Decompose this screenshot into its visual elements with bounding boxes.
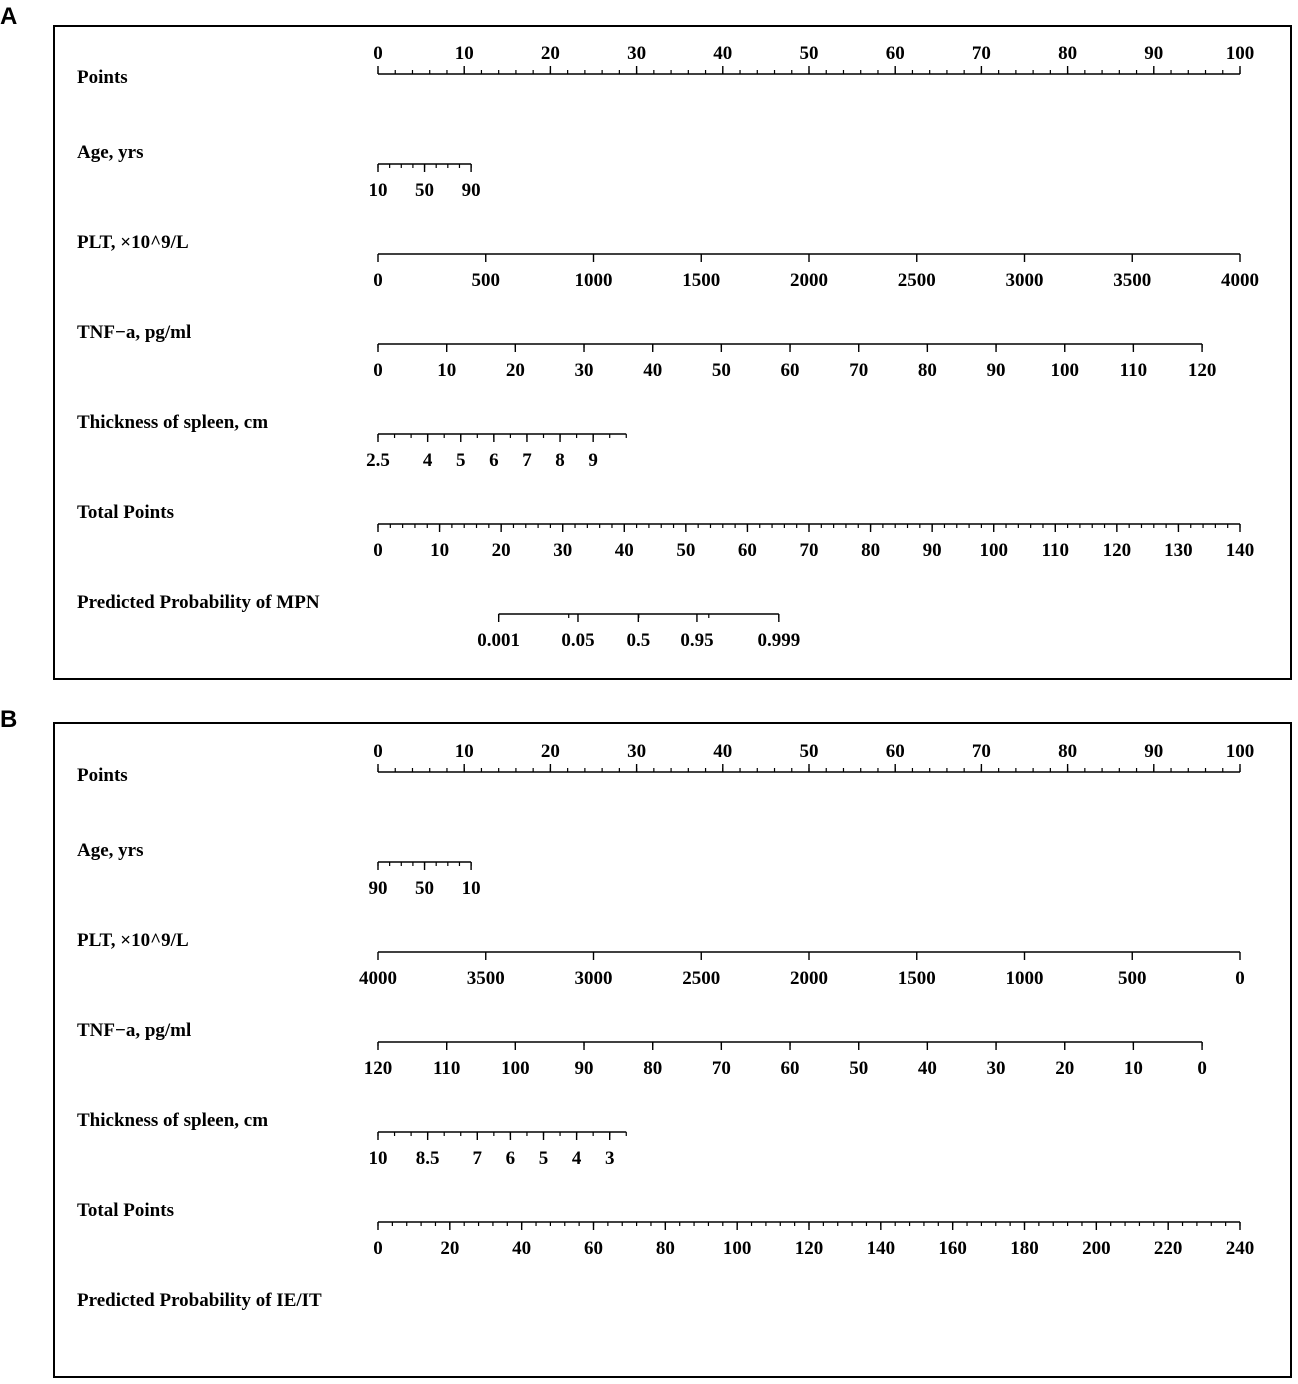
tick-label: 70	[711, 1058, 731, 1079]
tick-label: 120	[1102, 540, 1132, 561]
tick-label: 20	[540, 43, 560, 64]
row-label: Thickness of spleen, cm	[77, 412, 269, 433]
tick-label: 100	[1225, 741, 1255, 762]
tick-label: 40	[917, 1058, 937, 1079]
tick-label: 50	[799, 741, 819, 762]
tick-label: 60	[885, 741, 905, 762]
tick-label: 50	[415, 180, 435, 201]
tick-label: 4	[422, 450, 433, 471]
tick-label: 200	[1082, 1238, 1111, 1259]
tick-label: 20	[540, 741, 560, 762]
tick-label: 70	[971, 741, 991, 762]
tick-label: 30	[574, 360, 594, 381]
tick-label: 10	[461, 878, 481, 899]
tick-label: 140	[1225, 540, 1255, 561]
row-label: PLT, ×10^9/L	[77, 930, 189, 951]
tick-label: 6	[505, 1148, 516, 1169]
tick-label: 3	[604, 1148, 615, 1169]
tick-label: 50	[799, 43, 819, 64]
tick-label: 90	[1144, 43, 1164, 64]
row-label: Total Points	[77, 502, 174, 523]
tick-label: 0.999	[757, 630, 801, 651]
tick-label: 80	[1058, 741, 1078, 762]
tick-label: 100	[722, 1238, 752, 1259]
tick-label: 9	[588, 450, 598, 471]
tick-label: 10	[454, 741, 474, 762]
tick-label: 3000	[574, 968, 613, 989]
row-age-yrs	[77, 840, 481, 899]
tick-label: 100	[501, 1058, 530, 1079]
tick-label: 0.95	[680, 630, 714, 651]
tick-label: 7	[522, 450, 532, 471]
row-label: Predicted Probability of IE/IT	[77, 1290, 322, 1311]
row-total-points	[77, 1200, 1254, 1259]
tick-label: 80	[1058, 43, 1078, 64]
tick-label: 4000	[359, 968, 397, 989]
row-label: PLT, ×10^9/L	[77, 232, 189, 253]
tick-label: 160	[938, 1238, 967, 1259]
tick-label: 40	[614, 540, 634, 561]
tick-label: 3500	[1113, 270, 1152, 291]
tick-label: 40	[643, 360, 663, 381]
tick-label: 0	[373, 270, 383, 291]
tick-label: 70	[971, 43, 991, 64]
tick-label: 70	[849, 360, 869, 381]
tick-label: 0	[373, 1238, 383, 1259]
tick-label: 1500	[682, 270, 721, 291]
tick-label: 2500	[682, 968, 721, 989]
row-predicted-probability-of-ie-it	[77, 1290, 1298, 1349]
tick-label: 0.05	[561, 630, 595, 651]
tick-label: 110	[1119, 360, 1148, 381]
tick-label: 80	[861, 540, 881, 561]
tick-label: 50	[415, 878, 435, 899]
row-label: Age, yrs	[77, 840, 144, 861]
panel-b-letter: B	[0, 706, 18, 733]
tick-label: 20	[440, 1238, 460, 1259]
tick-label: 50	[676, 540, 696, 561]
tick-label: 500	[1118, 968, 1147, 989]
tick-label: 30	[627, 741, 647, 762]
tick-label: 2000	[790, 270, 828, 291]
tick-label: 30	[553, 540, 573, 561]
tick-label: 50	[849, 1058, 869, 1079]
tick-label: 3500	[466, 968, 505, 989]
row-label: Points	[77, 67, 128, 88]
tick-label: 120	[794, 1238, 824, 1259]
tick-label: 50	[711, 360, 731, 381]
tick-label: 80	[917, 360, 937, 381]
tick-label: 3000	[1005, 270, 1044, 291]
tick-label: 60	[737, 540, 757, 561]
row-label: Points	[77, 765, 128, 786]
tick-label: 2000	[790, 968, 828, 989]
tick-label: 0	[373, 741, 383, 762]
tick-label: 80	[655, 1238, 675, 1259]
tick-label: 90	[461, 180, 481, 201]
panel-a-letter: A	[0, 3, 18, 30]
tick-label: 110	[1041, 540, 1070, 561]
tick-label: 90	[574, 1058, 594, 1079]
row-label: TNF−a, pg/ml	[77, 1020, 192, 1041]
tick-label: 5	[538, 1148, 549, 1169]
tick-label: 120	[363, 1058, 393, 1079]
tick-label: 20	[505, 360, 525, 381]
tick-label: 240	[1225, 1238, 1255, 1259]
tick-label: 60	[780, 360, 800, 381]
tick-label: 0	[1235, 968, 1245, 989]
tick-label: 60	[885, 43, 905, 64]
tick-label: 0	[373, 360, 383, 381]
row-label: Predicted Probability of MPN	[77, 592, 320, 613]
row-label: TNF−a, pg/ml	[77, 322, 192, 343]
tick-label: 6	[489, 450, 499, 471]
tick-label: 80	[643, 1058, 663, 1079]
tick-label: 70	[799, 540, 819, 561]
tick-label: 0	[1197, 1058, 1207, 1079]
row-thickness-of-spleen-cm	[77, 1110, 626, 1169]
tick-label: 100	[979, 540, 1008, 561]
row-plt-10-9-l	[77, 930, 1245, 989]
tick-label: 20	[1055, 1058, 1075, 1079]
tick-label: 130	[1164, 540, 1193, 561]
tick-label: 10	[368, 180, 388, 201]
tick-label: 180	[1010, 1238, 1039, 1259]
tick-label: 60	[584, 1238, 603, 1259]
tick-label: 500	[471, 270, 500, 291]
tick-label: 1000	[574, 270, 613, 291]
tick-label: 100	[1050, 360, 1080, 381]
tick-label: 0	[373, 540, 383, 561]
tick-label: 7	[472, 1148, 483, 1169]
tick-label: 90	[986, 360, 1006, 381]
tick-label: 4	[571, 1148, 582, 1169]
tick-label: 4000	[1221, 270, 1259, 291]
tick-label: 0.5	[626, 630, 651, 651]
tick-label: 90	[1144, 741, 1164, 762]
tick-label: 90	[368, 878, 388, 899]
tick-label: 2500	[897, 270, 936, 291]
tick-label: 0.001	[477, 630, 521, 651]
tick-label: 220	[1153, 1238, 1183, 1259]
tick-label: 60	[780, 1058, 800, 1079]
row-label: Total Points	[77, 1200, 174, 1221]
tick-label: 140	[866, 1238, 896, 1259]
tick-label: 120	[1187, 360, 1217, 381]
tick-label: 40	[512, 1238, 532, 1259]
tick-label: 20	[491, 540, 511, 561]
tick-label: 30	[627, 43, 647, 64]
tick-label: 30	[986, 1058, 1006, 1079]
tick-label: 10	[454, 43, 474, 64]
tick-label: 40	[713, 43, 733, 64]
tick-label: 10	[430, 540, 450, 561]
tick-label: 1000	[1005, 968, 1044, 989]
row-tnf-a-pg-ml	[77, 1020, 1207, 1079]
tick-label: 8.5	[415, 1148, 440, 1169]
tick-label: 1500	[897, 968, 936, 989]
tick-label: 5	[456, 450, 466, 471]
tick-label: 40	[713, 741, 733, 762]
tick-label: 10	[1123, 1058, 1143, 1079]
tick-label: 0	[373, 43, 383, 64]
tick-label: 8	[555, 450, 565, 471]
tick-label: 10	[437, 360, 457, 381]
tick-label: 2.5	[366, 450, 390, 471]
tick-label: 100	[1225, 43, 1255, 64]
tick-label: 90	[922, 540, 942, 561]
row-label: Thickness of spleen, cm	[77, 1110, 269, 1131]
tick-label: 110	[432, 1058, 461, 1079]
tick-label: 10	[368, 1148, 388, 1169]
row-label: Age, yrs	[77, 142, 144, 163]
row-points	[77, 741, 1254, 786]
